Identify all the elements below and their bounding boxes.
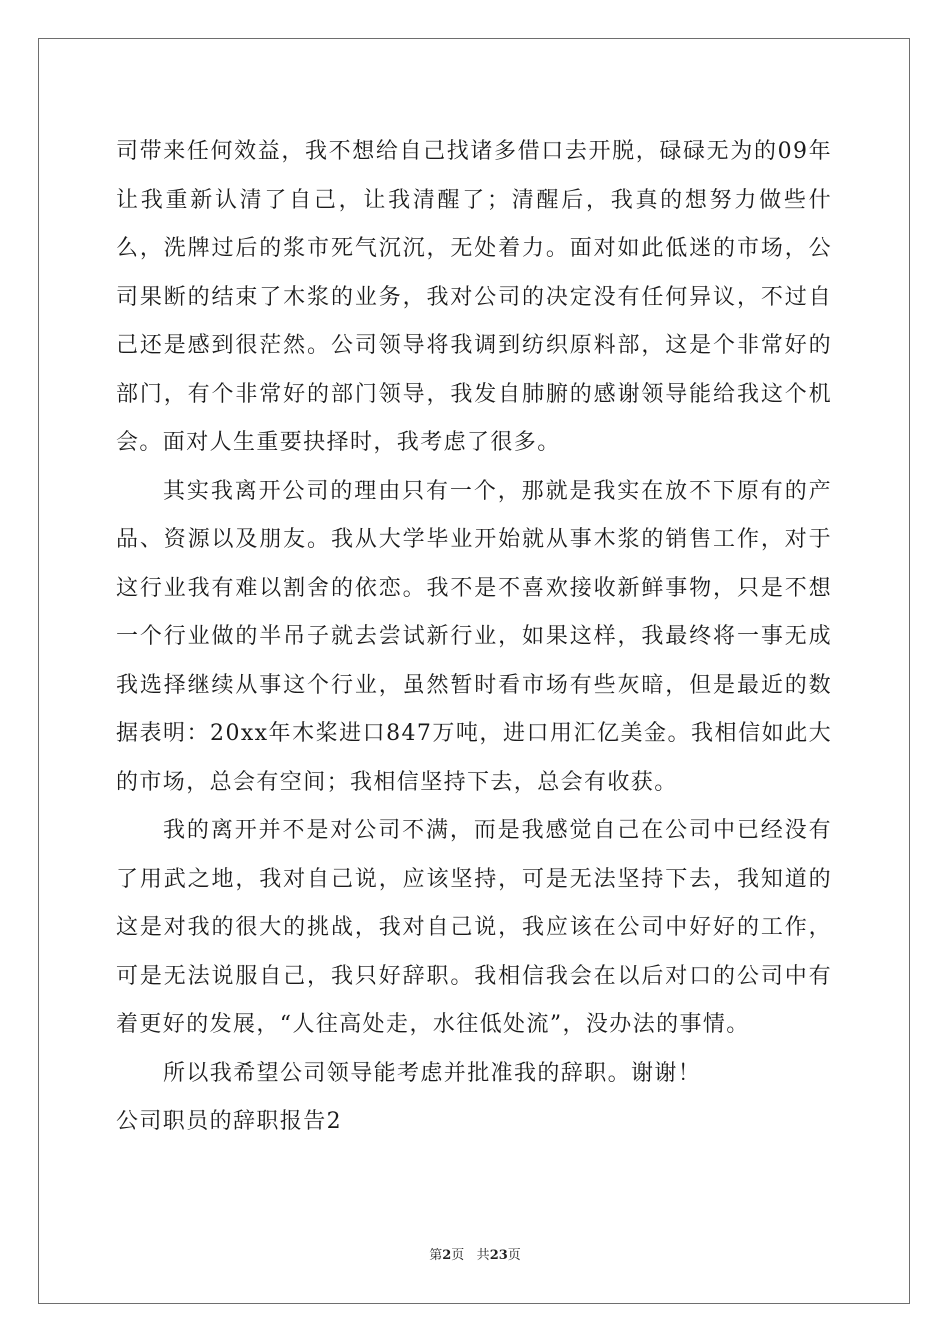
footer-prefix: 第 bbox=[429, 1248, 443, 1263]
paragraph-4: 所以我希望公司领导能考虑并批准我的辞职。谢谢！ bbox=[163, 1060, 702, 1086]
section-heading: 公司职员的辞职报告2 bbox=[116, 1109, 342, 1134]
footer-page-word: 页 bbox=[451, 1248, 465, 1263]
footer-total-suffix: 页 bbox=[507, 1248, 521, 1263]
paragraph-3: 我的离开并不是对公司不满，而是我感觉自己在公司中已经没有了用武之地，我对自己说，应该坚持，可是无法坚持下去，我知道的这是对我的很大的挑战，我对自己说，我应该在公司中好好的工作，可是无法说服自己，我只好辞职。我相信我会在以后对口的公司中有着更好的发展，“人往高处走，水往低处流”，没办法的事情。 bbox=[116, 818, 832, 1037]
paragraph-1: 司带来任何效益，我不想给自己找诸多借口去开脱，碌碌无为的09年让我重新认清了自己，让我清醒了；清醒后，我真的想努力做些什么，洗牌过后的浆市死气沉沉，无处着力。面对如此低迷的市场，公司果断的结束了木浆的业务，我对公司的决定没有任何异议，不过自己还是感到很茫然。公司领导将我调到纺织原料部，这是个非常好的部门，有个非常好的部门领导，我发自肺腑的感谢领导能给我这个机会。面对人生重要抉择时，我考虑了很多。 bbox=[116, 139, 832, 455]
paragraph-2: 其实我离开公司的理由只有一个，那就是我实在放不下原有的产品、资源以及朋友。我从大学毕业开始就从事木浆的销售工作，对于这行业我有难以割舍的依恋。我不是不喜欢接收新鲜事物，只是不想一个行业做的半吊子就去尝试新行业，如果这样，我最终将一事无成我选择继续从事这个行业，虽然暂时看市场有些灰暗，但是最近的数据表明：20xx年木桨进口847万吨，进口用汇亿美金。我相信如此大的市场，总会有空间；我相信坚持下去，总会有收获。 bbox=[116, 478, 832, 795]
page-footer bbox=[0, 1244, 950, 1263]
footer-current-page: 2 bbox=[442, 1248, 452, 1263]
footer-total-pages: 23 bbox=[489, 1248, 508, 1263]
document-body bbox=[116, 128, 832, 1147]
footer-total-prefix: 共 bbox=[476, 1248, 490, 1263]
